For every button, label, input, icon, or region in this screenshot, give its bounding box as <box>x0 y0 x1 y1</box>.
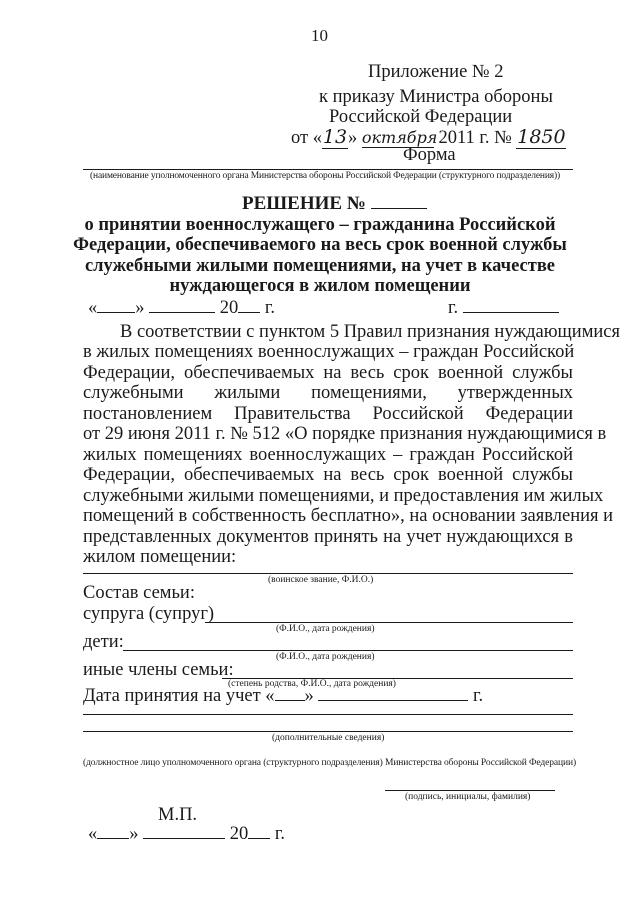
day-blank <box>97 298 135 313</box>
body-line-9: служебными жилыми помещениями, и предоставления им жилых <box>83 486 604 506</box>
registration-label: Дата принятия на учет « <box>83 686 275 706</box>
stamp-close-quote: » <box>129 824 139 844</box>
title-line-4: нуждающегося в жилом помещении <box>169 276 471 296</box>
body-line-2: в жилых помещениях военнослужащих – граждан Российской <box>83 342 575 362</box>
stamp-year-suffix: г. <box>274 824 286 844</box>
spouse-label: супруга (супруг) <box>83 604 215 624</box>
other-members-label: иные члены семьи: <box>83 660 234 680</box>
decision-number-blank <box>371 194 427 209</box>
stamp-day-blank <box>97 824 129 839</box>
city-blank <box>463 298 559 313</box>
authority-caption: (наименование уполномоченного органа Министерства обороны Российской Федерации (структурного подразделения)) <box>90 171 561 181</box>
stamp-label: М.П. <box>158 805 198 825</box>
form-label: Форма <box>403 145 456 165</box>
children-label: дети: <box>83 632 124 652</box>
registration-close-quote: » <box>304 686 314 706</box>
decision-heading-text: РЕШЕНИЕ № <box>242 193 366 214</box>
appendix-label: Приложение № 2 <box>368 62 504 82</box>
stamp-year-blank <box>248 824 270 839</box>
rank-name-line <box>83 573 573 574</box>
rank-name-caption: (воинское звание, Ф.И.О.) <box>268 575 374 585</box>
title-line-3: служебными жилыми помещениями, на учет в качестве <box>84 256 556 276</box>
title-line-1: о принятии военнослужащего – гражданина Российской <box>84 215 556 235</box>
body-line-1: В соответствии с пунктом 5 Правил признания нуждающимися <box>120 322 621 342</box>
date-year: 20 <box>219 298 239 318</box>
order-day: 13 <box>322 126 348 148</box>
ministry-label: Российской Федерации <box>329 107 513 127</box>
decision-city <box>448 298 559 319</box>
signature-caption: (подпись, инициалы, фамилия) <box>405 792 531 802</box>
body-line-5: постановлением Правительства Российской Федерации <box>83 404 573 424</box>
to-order-label: к приказу Министра обороны <box>319 87 553 107</box>
other-members-caption: (степень родства, Ф.И.О., дата рождения) <box>228 679 396 689</box>
official-caption: (должностное лицо уполномоченного органа (структурного подразделения) Министерства обороны Российской Федерации) <box>83 758 577 768</box>
registration-date <box>83 686 483 707</box>
additional-line-1 <box>83 714 573 715</box>
body-line-8: Федерации, обеспечиваемых на весь срок военной службы <box>83 465 573 485</box>
date-year-suffix: г. <box>264 298 276 318</box>
family-heading: Состав семьи: <box>83 583 195 603</box>
stamp-date <box>88 824 285 845</box>
date-prefix: от « <box>291 128 322 148</box>
registration-year-suffix: г. <box>473 686 484 706</box>
registration-day-blank <box>275 686 305 701</box>
body-line-7: жилых помещениях военнослужащих – граждан Российской <box>83 445 573 465</box>
authority-line <box>83 169 573 170</box>
stamp-month-blank <box>143 824 225 839</box>
body-line-4: служебными жилыми помещениями, утвержденных <box>83 383 573 403</box>
children-line <box>123 650 573 651</box>
decision-date <box>88 298 275 319</box>
registration-month-blank <box>318 686 468 701</box>
year-blank <box>238 298 260 313</box>
order-number: 1850 <box>517 126 566 148</box>
stamp-year: 20 <box>229 824 249 844</box>
spouse-line <box>205 622 573 623</box>
decision-heading <box>242 193 427 215</box>
body-line-6: от 29 июня 2011 г. № 512 «О порядке признания нуждающимися в <box>83 424 607 444</box>
title-line-2: Федерации, обеспечиваемого на весь срок военной службы <box>73 235 567 255</box>
body-line-10: помещений в собственность бесплатно», на основании заявления и <box>83 506 614 526</box>
city-prefix: г. <box>448 298 459 318</box>
order-year: 2011 г. № <box>438 128 512 148</box>
additional-caption: (дополнительные сведения) <box>272 733 385 743</box>
body-line-3: Федерации, обеспечиваемых на весь срок военной службы <box>83 363 573 383</box>
body-line-12: жилом помещении: <box>83 547 237 567</box>
children-caption: (Ф.И.О., дата рождения) <box>276 652 375 662</box>
page-number: 10 <box>311 26 328 45</box>
date-sep: » <box>347 128 358 148</box>
stamp-open-quote: « <box>88 824 98 844</box>
spouse-caption: (Ф.И.О., дата рождения) <box>276 624 375 634</box>
date-open-quote: « <box>88 298 98 318</box>
order-month: октября <box>361 128 438 147</box>
body-line-11: представленных документов принять на учет нуждающихся в <box>83 527 573 547</box>
additional-line-2 <box>83 731 573 732</box>
month-blank <box>149 298 215 313</box>
date-close-quote: » <box>135 298 145 318</box>
signature-line <box>385 790 555 791</box>
